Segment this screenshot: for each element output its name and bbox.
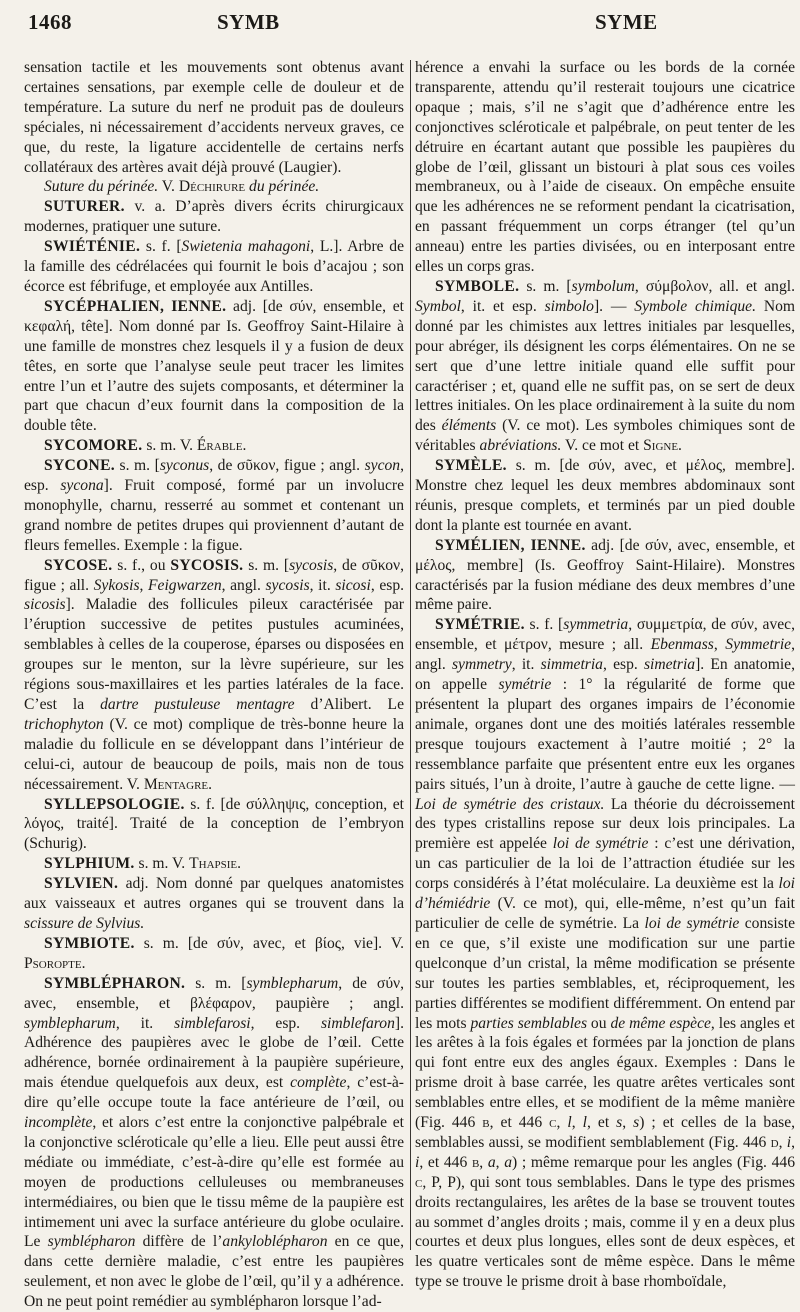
text-columns bbox=[20, 58, 796, 1311]
dictionary-entry: SYCOSE. s. f., ou SYCOSIS. s. m. [sycosis, de σῦκον, figue ; all. Sykosis, Feigwarzen, angl. sycosis, it. sicosi, esp. sicosis]. Maladie des follicules pileux caractérisée par l’éruption successive de petites pustules acuminées, semblables à celles de la couperose, éparses ou disposées en groupes sur le menton, sur la lèvre supérieure, sur les régions sous-maxillaires et les parties latérales de la face. C’est la dartre pustuleuse mentagre d’Alibert. Le trichophyton (V. ce mot) complique de très-bonne heure la maladie du follicule en se développant dans l’intérieur de celui-ci, autour de beaucoup de poils, mais non de tous nécessairement. V. Mentagre. bbox=[24, 556, 405, 793]
dictionary-entry: SYMÉTRIE. s. f. [symmetria, συμμετρία, de σύν, avec, ensemble, et μέτρον, mesure ; all. Ebenmass, Symmetrie, angl. symmetry, it. simmetria, esp. simetria]. En anatomie, on appelle symétrie : 1° la régularité de forme que présentent la plupart des organes impairs de l’économie animale, organes dont une des moitiés latérales ressemble presque toujours exactement à l’autre moitié ; 2° la ressemblance parfaite que présentent entre eux les organes pairs situés, l’un à droite, l’autre à gauche de cette ligne. — Loi de symétrie des cristaux. La théorie du décroissement des types cristallins repose sur deux lois principales. La première est appelée loi de symétrie : c’est une dérivation, un cas particulier de la loi de l’attraction étudiée sur les corps considérés à l’état moléculaire. La deuxième est la loi d’hémiédrie (V. ce mot), qui, elle-même, n’est qu’un fait particulier de celle de symétrie. La loi de symétrie consiste en ce que, s’il existe une modification sur une partie quelconque d’un cristal, la même modification se présente sur toutes les parties semblables, et, réciproquement, les parties différentes se modifient différemment. On entend par les mots parties semblables ou de même espèce, les angles et les arêtes à la fois égales et formées par la jonction de plans qui font entre eux des angles égaux. Exemples : Dans le prisme droit à base carrée, les quatre arêtes verticales sont semblables entre elles, et se modifient de la même manière (Fig. 446 b, et 446 c, l, l, et s, s) ; et celles de la base, semblables aussi, se modifient semblablement (Fig. 446 d, i, i, et 446 b, a, a) ; même remarque pour les angles (Fig. 446 c, P, P), qui sont tous semblables. Dans le type des prismes droits rectangulaires, les arêtes de la base se trouvent toutes au sommet d’angles droits ; mais, comme il y en a deux plus courtes et deux plus longues, elles sont de deux espèces, et les quatre verticales sont de même espèce. Dans le même type se trouve le prisme droit à base rhomboïdale, bbox=[415, 616, 796, 1291]
dictionary-entry: SYCOMORE. s. m. V. Érable. bbox=[44, 437, 247, 455]
dictionary-entry: SYLVIEN. adj. Nom donné par quelques anatomistes aux vaisseaux et autres organes qui se trouvent dans la scissure de Sylvius. bbox=[24, 875, 404, 932]
dictionary-entry: SYLLEPSOLOGIE. s. f. [de σύλληψις, conception, et λόγος, traité]. Traité de la conception de l’embryon (Schurig). bbox=[24, 795, 404, 853]
page-number: 1468 bbox=[28, 10, 72, 34]
dictionary-entry: SYMBOLE. s. m. [symbolum, σύμβολον, all. et angl. Symbol, it. et esp. simbolo]. — Symbole chimique. Nom donné par les chimistes aux lettres initiales par lesquelles, pour abréger, ils désignent les corps élémentaires. On ne se sert que d’une lettre initiale quand elle suffit pour caractériser ; et, quand elle ne suffit pas, on se sert de deux lettres initiales. On les place ordinairement à la suite du nom des éléments (V. ce mot). Les symboles chimiques sont de véritables abréviations. V. ce mot et Signe. bbox=[415, 277, 796, 455]
dictionary-entry: SYMÈLE. s. m. [de σύν, avec, et μέλος, membre]. Monstre chez lequel les deux membres abdominaux sont réunis, presque complets, et terminés par un pied double dont la plante est tournée en avant. bbox=[415, 457, 795, 534]
continued-paragraph: sensation tactile et les mouvements sont obtenus avant certaines sensations, par exemple celle de douleur et de température. La suture du nerf ne produit pas de douleurs spéciales, ni nécessairement d’accidents nerveux graves, ce que, du reste, la ligature accidentelle de certains nerfs collatéraux des artères avait déjà prouvé (Laugier). bbox=[24, 59, 404, 176]
dictionary-entry: SYCONE. s. m. [syconus, de σῦκον, figue ; angl. sycon, esp. sycona]. Fruit composé, formé par un involucre monophylle, charnu, resserré au sommet et contenant un grand nombre de petites drupes qui proviennent d’autant de fleurs femelles. Exemple : la figue. bbox=[24, 457, 405, 554]
dictionary-entry: SYLPHIUM. s. m. V. Thapsie. bbox=[44, 855, 242, 873]
right-running-head: SYME bbox=[595, 10, 658, 34]
left-column bbox=[24, 58, 404, 1312]
dictionary-entry: SUTURER. v. a. D’après divers écrits chirurgicaux modernes, pratiquer une suture. bbox=[24, 198, 404, 236]
dictionary-entry: SWIÉTÉNIE. s. f. [Swietenia mahagoni, L.]. Arbre de la famille des cédrélacées qui fournit le bois d’acajou ; son écorce est fébrifuge, et employée aux Antilles. bbox=[24, 238, 404, 295]
continued-paragraph: hérence a envahi la surface ou les bords de la cornée transparente, attendu qu’il resterait toujours une cicatrice opaque ; mais, s’il ne s’agit que d’adhérence entre les conjonctives scléroticale et palpébrale, on peut tenter de les détruire en écartant autant que possible les paupières du globe de l’œil, glissant un bistouri à plat sous ces voiles membraneux, ou à l’aide de ciseaux. On empêche ensuite que les adhérences ne se reforment pendant la cicatrisation, en passant fréquemment un corps étranger (tel qu’un anneau) entre les parties divisées, ou en interposant entre elles un corps gras. bbox=[415, 59, 795, 276]
right-column bbox=[415, 58, 795, 1292]
dictionary-entry: SYMÉLIEN, IENNE. adj. [de σύν, avec, ensemble, et μέλος, membre] (Is. Geoffroy Saint-Hilaire). Monstres caractérisés par la fusion médiane des deux membres d’une même paire. bbox=[415, 536, 796, 614]
dictionary-entry: SYMBIOTE. s. m. [de σύν, avec, et βίος, vie]. V. Psoropte. bbox=[24, 934, 404, 972]
dictionary-entry: Suture du périnée. V. Déchirure du périnée. bbox=[44, 178, 320, 196]
dictionary-entry: SYCÉPHALIEN, IENNE. adj. [de σύν, ensemble, et κεφαλή, tête]. Nom donné par Is. Geoffroy Saint-Hilaire à une famille de monstres chez lesquels il y a fusion de deux têtes, en sorte que l’analyse seule peut tracer les limites entre l’un et l’autre des sujets composants, et déterminer la part que chacun d’eux fournit dans la composition de la double tête. bbox=[24, 297, 404, 435]
dictionary-entry: SYMBLÉPHARON. s. m. [symblepharum, de σύν, avec, ensemble, et βλέφαρον, paupière ; angl. symblepharum, it. simblefarosi, esp. simblefaron]. Adhérence des paupières avec le globe de l’œil. Cette adhérence, bornée ordinairement à la paupière supérieure, mais étendue quelquefois aux deux, est complète, c’est-à-dire qu’elle occupe toute la face antérieure de l’œil, ou incomplète, et alors c’est entre la conjonctive palpébrale et la conjonctive scléroticale qu’elle a lieu. Elle peut aussi être médiate ou immédiate, c’est-à-dire qu’elle est formée au moyen de productions celluleuses ou membraneuses intermédiaires, ou bien que le tissu même de la paupière est intimement uni avec la surface antérieure du globe oculaire. Le symblépharon diffère de l’ankyloblépharon en ce que, dans cette dernière maladie, c’est entre les paupières seulement, et non avec le globe de l’œil, qu’il y a adhérence. On ne peut point remédier au symblépharon lorsque l’ad- bbox=[24, 974, 404, 1311]
left-running-head: SYMB bbox=[217, 10, 280, 34]
column-divider bbox=[410, 60, 411, 1250]
running-header bbox=[20, 4, 788, 42]
